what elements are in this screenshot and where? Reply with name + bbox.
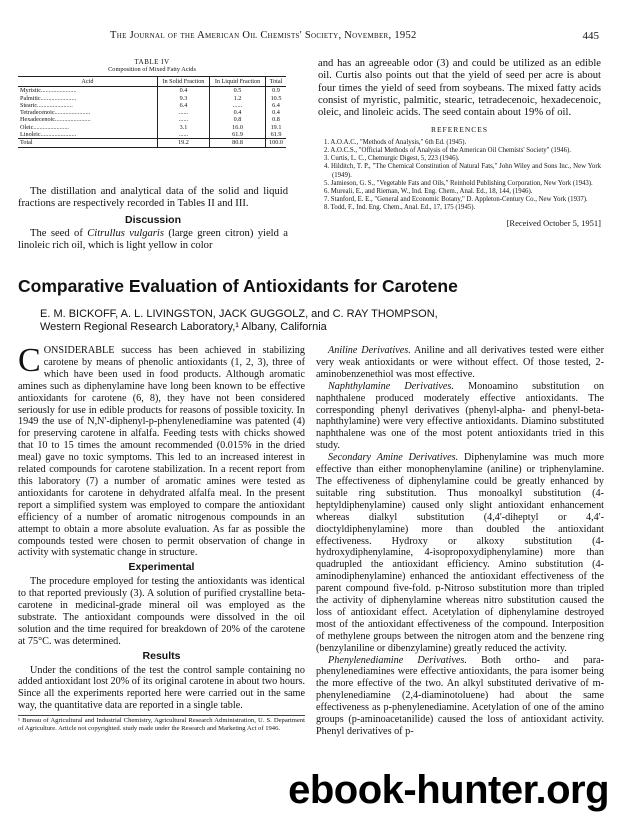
received-date: [Received October 5, 1951] (506, 217, 601, 228)
value-cell: 6.4 (157, 102, 209, 109)
value-cell: 100.0 (266, 139, 287, 147)
table-subcaption: Composition of Mixed Fatty Acids (108, 66, 196, 73)
value-cell: 0.5 (210, 87, 266, 95)
results-paragraph: Under the conditions of the test the control sample containing no added antioxidant lost 20% of its original carotene in about two hours. Since all the experiments reported here were carried out in the same way, the quantitative data are reported in a single table. (18, 664, 305, 712)
reference-item: 5. Jamieson, G. S., "Vegetable Fats and Oils," Reinhold Publishing Corporation, New York (1943). (324, 179, 593, 187)
value-cell: 10.5 (266, 95, 287, 102)
value-cell: ...... (157, 109, 209, 116)
secondary-amine-paragraph: Secondary Amine Derivatives. Diphenylamine was much more effective than either monophenylamine (aniline) or triphenylamine. The effectiveness of diphenylamine could be greatly enhanced by suitable ring substitution. Thus monoalkyl substitution (4-heptyldiphenylamine) caused only slight antioxidant enhancement whereas dialkyl substitution (4,4'-diheptyl or 4,4'-dioctyldiphenylamine) more than doubled the antioxidant effectiveness. Hydroxy or alkoxy substitution (4-hydroxydiphenylamine, 4-isopropoxydiphenylamine) more than quadrupled the antioxidant efficiency. Amino substitution (4-aminodiphenylamine) enhanced the antioxidant effectiveness of the parent compound five-fold. p-Nitroso substitution more than tripled the activity of diphenylamine whereas nitro substitution caused the loss of antioxidant effect. Acetylation of diphenylamine destroyed most of the antioxidant effectiveness of the compound. Interposition of methylene groups between the nitrogen atom and the benzene ring (benzylaniline or dibenzylamine) greatly reduced the activity. (316, 452, 604, 654)
fatty-acid-table (18, 76, 286, 148)
acid-name-cell: Tetradecenoic....................... (20, 109, 91, 117)
header-total: Total (266, 77, 287, 87)
right-main-column (316, 345, 604, 738)
references-list (318, 139, 601, 213)
value-cell: ...... (157, 131, 209, 139)
table-total-row (18, 139, 286, 147)
table-row (18, 109, 286, 116)
discussion-paragraph: The seed of Citrullus vulgaris (large green citron) yield a linoleic rich oil, which is light yellow in color (18, 227, 288, 252)
reference-item: 3. Curtis, L. C., Chemurgic Digest, 5, 223 (1946). (324, 155, 460, 163)
value-cell: 0.9 (266, 87, 287, 95)
value-cell: 0.8 (266, 116, 287, 123)
value-cell: 0.4 (157, 87, 209, 95)
reference-item: 8. Todd, F., Ind. Eng. Chem., Anal. Ed., 17, 175 (1945). (324, 204, 476, 212)
value-cell: 0.8 (210, 116, 266, 123)
right-top-column (318, 58, 601, 229)
left-main-column (18, 342, 305, 732)
drop-cap: C (18, 342, 41, 379)
value-cell: 1.2 (210, 95, 266, 102)
value-cell: 3.1 (157, 124, 209, 131)
left-top-column (18, 186, 288, 252)
authors: E. M. BICKOFF, A. L. LIVINGSTON, JACK GUGGOLZ, and C. RAY THOMPSON, (40, 308, 438, 320)
acid-name-cell: Oleic....................... (20, 123, 69, 131)
table-row (18, 116, 286, 123)
acid-name-cell: Hexadecenoic....................... (20, 116, 91, 124)
header-liquid: In Liquid Fraction (210, 77, 266, 87)
header-solid: In Solid Fraction (157, 77, 209, 87)
value-cell: 61.9 (266, 131, 287, 139)
watermark: ebook-hunter.org (288, 768, 609, 812)
aniline-paragraph: Aniline Derivatives. Aniline and all derivatives tested were either very weak antioxidants or were without effect. Of those tested, 2-aminobenzenethiol was most effective. (316, 345, 605, 380)
acid-name-cell: Myristic....................... (20, 87, 77, 95)
value-cell: 0.4 (210, 109, 266, 116)
intro-paragraph: CONSIDERABLE success has been achieved in stabilizing carotene by means of phenolic antioxidants (1, 2, 3), three of which have been used in food products. Although aromatic amines such as diphenylamine have long been known to be effective antioxidants for carotene (6, 8), they have not been considered seriously for use in edible products for reasons of possible toxicity. In 1949 the use of N,N'-diphenyl-p-phenylenediamine was patented (4) for preserving carotene in alfalfa. Feeding tests with chicks showed that 10 to 15 times the amount recommended (0.015% in the dried meal) gave no toxic symptoms. This led to an increased interest in related compounds for carotene stabilization. In a recent report from this laboratory (7) a number of aromatic amines were tested as antioxidants for carotene in dehydrated alfalfa meal. In the present report a simplified system was employed to compare the antioxidant efficiency of a number of aromatic nitrogenous compounds in an attempt to obtain a more absolute evaluation. As far as possible the compounds tested were chosen to permit observation of change in activity with systematic change in structure. (18, 342, 305, 559)
distillation-paragraph: The distillation and analytical data of the solid and liquid fractions are respectively recorded in Tables II and III. (18, 186, 288, 210)
discussion-heading: Discussion (124, 213, 182, 226)
reference-item: 7. Stanford, E. E., "General and Economic Botany," D. Appleton-Century Co., New York (1937). (324, 196, 588, 204)
table-iv (18, 58, 286, 148)
species-name: Citrullus vulgaris (87, 227, 164, 239)
value-cell: 16.0 (210, 124, 266, 131)
value-cell: 9.3 (157, 95, 209, 102)
experimental-heading: Experimental (128, 561, 195, 574)
reference-item: 4. Hilditch, T. P., "The Chemical Constitution of Natural Fats," John Wiley and Sons Inc., New York (1949). (324, 163, 601, 179)
reference-item: 6. Mureali, E., and Rieman, W., Ind. Eng. Chem., Anal. Ed., 18, 144, (1946). (324, 188, 533, 195)
acid-name-cell: Linoleic....................... (20, 131, 77, 139)
table-row (18, 95, 286, 102)
value-cell: ...... (157, 116, 209, 123)
value-cell: 61.9 (210, 131, 266, 139)
phenylenediamine-paragraph: Phenylenediamine Derivatives. Both ortho- and para-phenylenediamines were effective antioxidants, the para isomer being the more effective of the two. An alkyl substituted derivative of m-phenylenediamine (2,4-diaminotoluene) had about the same effectiveness as p-phenylenediamine. Acetylation of one of the amino groups (p-aminoacetanilide) caused the loss of antioxidant activity. Phenyl derivatives of p- (316, 654, 605, 737)
value-cell: ...... (210, 102, 266, 109)
author-block (40, 308, 600, 334)
reference-item: 1. A.O.A.C., "Methods of Analysis," 6th Ed. (1945). (324, 138, 467, 146)
article-title: Comparative Evaluation of Antioxidants for Carotene (18, 276, 458, 296)
value-cell: 6.4 (266, 102, 287, 109)
page-number: 445 (582, 30, 599, 42)
footnote: ¹ Bureau of Agricultural and Industrial Chemistry, Agricultural Research Administration, U. S. Department of Agriculture. Article not copyrighted. study made under the Research and Marketing Act of 1946. (18, 717, 305, 732)
reference-item: 2. A.O.C.S., "Official Methods of Analysis of the American Oil Chemists' Society" (1946). (324, 146, 571, 154)
header-acid: Acid (18, 77, 157, 87)
continued-paragraph: and has an agreeable odor (3) and could be utilized as an edible oil. Curtis also points out that the yield of seed per acre is about four times the yield of seed from soybeans. The mixed fatty acids consist of myristic, palmitic, stearic, tetradecenoic, hexadecenoic, oleic, and linoleic acids. The seed contain about 19% of oil. (318, 58, 601, 119)
acid-name-cell: Stearic....................... (20, 101, 73, 109)
table-row (18, 131, 286, 139)
value-cell: 0.4 (266, 109, 287, 116)
results-heading: Results (142, 649, 181, 662)
experimental-paragraph: The procedure employed for testing the antioxidants was identical to that reported previously (3). A solution of purified crystalline beta-carotene in medicinal-grade mineral oil was employed as the substrate. The antioxidant compounds were dissolved in the oil solution and the time required for breakdown of 20% of the carotene at 75°C. was determined. (18, 576, 305, 647)
running-header: The Journal of the American Oil Chemists' Society, November, 1952 (110, 30, 417, 41)
value-cell: 19.1 (266, 124, 287, 131)
references-heading: REFERENCES (430, 125, 489, 135)
table-row (18, 87, 286, 95)
table-caption: TABLE IV (134, 58, 170, 66)
value-cell: 80.8 (210, 139, 266, 147)
affiliation: Western Regional Research Laboratory,¹ Albany, California (40, 321, 327, 333)
naphthylamine-paragraph: Naphthylamine Derivatives. Monoamino substitution on naphthalene produced moderately effective antioxidants. The corresponding phenyl derivatives (phenyl-alpha- and phenyl-beta-naphthylamine) were very effective antioxidants. Diamino substituted naphthalene was one of the most potent antioxidants tried in this study. (316, 380, 604, 452)
value-cell: 19.2 (157, 139, 209, 147)
acid-name-cell: Palmitic....................... (20, 94, 77, 102)
table-row (18, 124, 286, 131)
table-row (18, 102, 286, 109)
acid-name-cell: Total (18, 139, 157, 147)
